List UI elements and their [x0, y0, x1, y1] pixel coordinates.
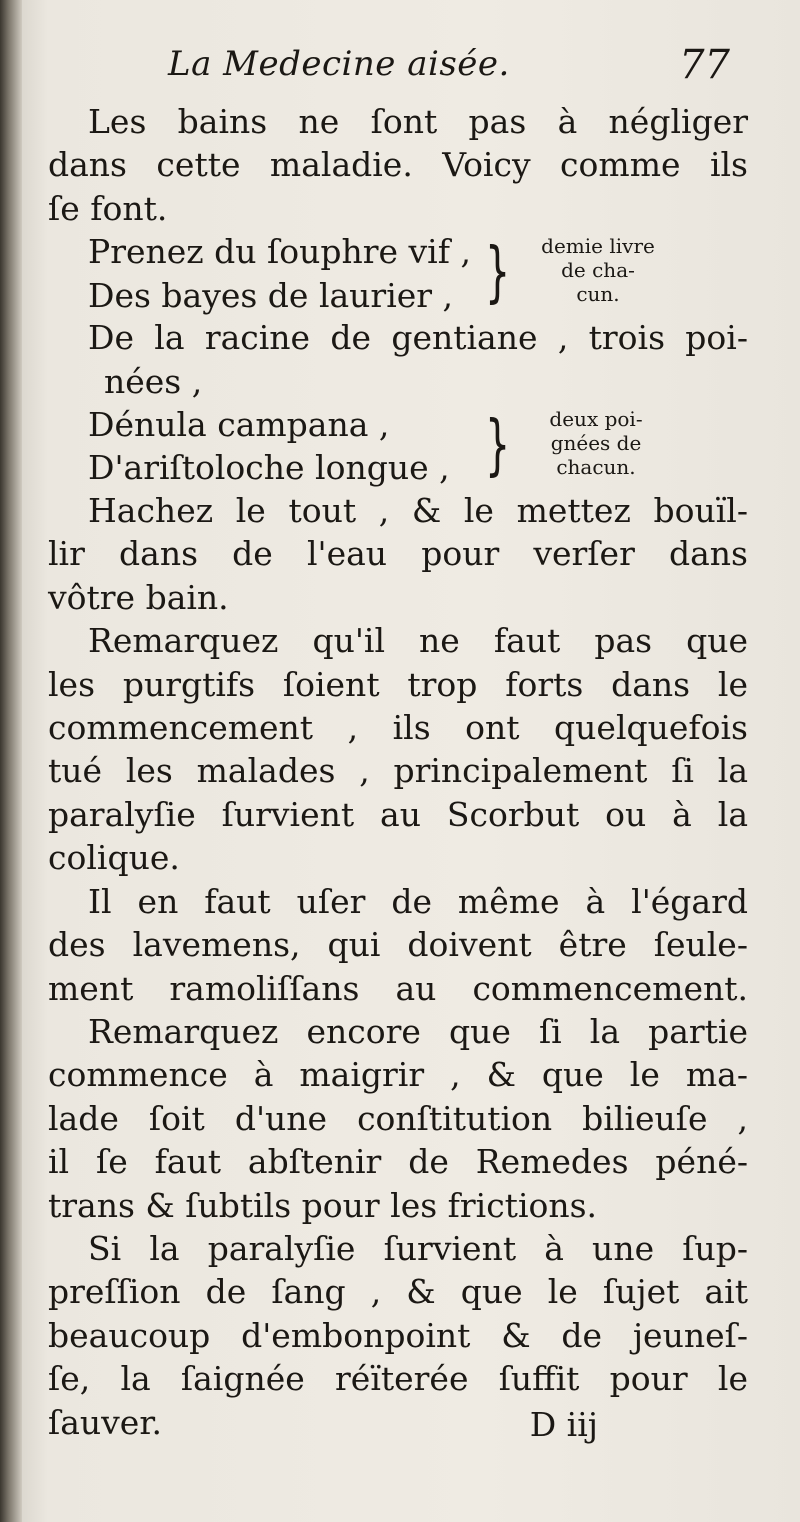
text-line: lir dans de l'eau pour verſer dans	[48, 534, 748, 574]
text-line: trans & ſubtils pour les frictions.	[48, 1185, 598, 1225]
recipe-ingredient: D'ariſtoloche longue ,	[88, 448, 450, 488]
recipe-block-1	[48, 230, 748, 316]
text-line: vôtre bain.	[48, 577, 229, 617]
text-line: dans cette maladie. Voicy comme ils	[48, 145, 748, 185]
text-line: ſe font.	[48, 188, 168, 228]
text-line: Hachez le tout , & le mettez bouïl-	[88, 491, 748, 531]
text-line: Les bains ne ſont pas à négliger	[88, 102, 748, 141]
text-line: commencement , ils ont quelquefois	[48, 708, 748, 748]
text-line: tué les malades , principalement ſi la	[48, 751, 748, 791]
brace-icon: }	[485, 406, 511, 484]
recipe-ingredient: Prenez du ſouphre vif ,	[88, 232, 471, 272]
text-line: il ſe faut abſtenir de Remedes péné-	[48, 1142, 748, 1182]
signature-mark: D iij	[529, 1404, 598, 1444]
text-line: commence à maigrir , & que le ma-	[48, 1055, 748, 1095]
text-line: Il en faut uſer de même à l'égard	[88, 881, 748, 921]
page-header	[48, 40, 748, 100]
recipe-quantity-note: demie livre de cha- cun.	[541, 234, 655, 307]
brace-icon: }	[485, 233, 511, 311]
text-line: les purgtifs ſoient trop forts dans le	[48, 664, 748, 704]
page-footer	[48, 1401, 748, 1445]
text-line: Remarquez qu'il ne faut pas que	[88, 621, 748, 661]
recipe-ingredient: Dénula campana ,	[88, 405, 390, 445]
text-line: ſe, la ſaignée réïterée ſuffit pour le	[48, 1359, 748, 1399]
page-content	[48, 40, 748, 1445]
text-line: ſauver.	[48, 1402, 162, 1442]
text-line: des lavemens, qui doivent être ſeule-	[48, 925, 748, 965]
text-line: preſſion de ſang , & que le ſujet ait	[48, 1272, 748, 1312]
recipe-ingredient: Des bayes de laurier ,	[88, 275, 454, 315]
recipe-quantity-note: deux poi- gnées de chacun.	[549, 407, 643, 480]
page-number: 77	[679, 42, 730, 88]
text-line: paralyſie ſurvient au Scorbut ou à la	[48, 794, 748, 834]
text-line: De la racine de gentiane , trois poi-	[88, 318, 748, 358]
text-line: ment ramoliſſans au commencement.	[48, 968, 748, 1008]
recipe-block-2	[48, 403, 748, 489]
binding-gutter	[0, 0, 22, 1522]
text-line: beaucoup d'embonpoint & de jeuneſ-	[48, 1315, 748, 1355]
text-line: lade ſoit d'une conſtitution bilieuſe ,	[48, 1098, 748, 1138]
text-line: Remarquez encore que ſi la partie	[88, 1011, 748, 1051]
running-head: La Medecine aisée.	[168, 44, 510, 84]
text-line: nées ,	[104, 361, 203, 401]
text-line: colique.	[48, 838, 180, 878]
text-line: Si la paralyſie ſurvient à une ſup-	[88, 1228, 748, 1268]
